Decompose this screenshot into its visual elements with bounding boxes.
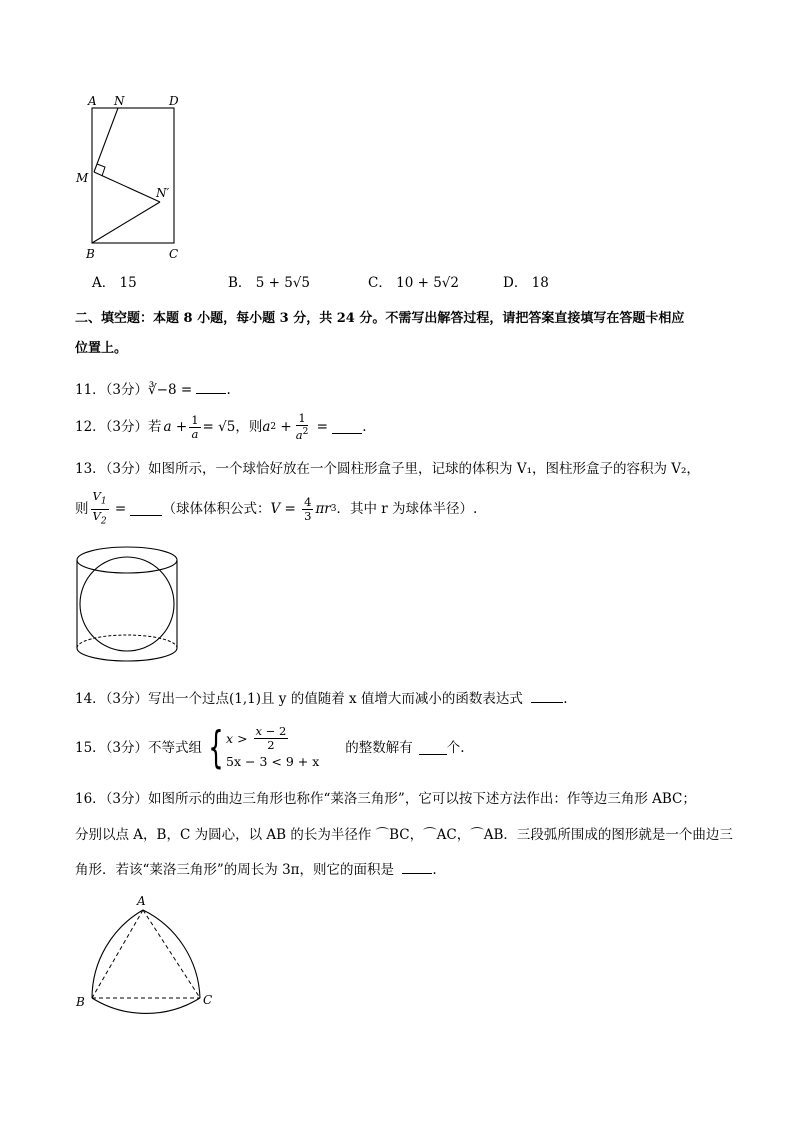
q15 xyxy=(75,720,465,776)
label-m: M xyxy=(76,171,89,185)
q15-answer-blank xyxy=(419,742,447,755)
q11-answer-blank xyxy=(196,381,226,394)
label-n: N xyxy=(114,94,125,108)
option-value: 10 + 5√2 xyxy=(396,275,459,291)
option-value: 15 xyxy=(119,275,137,291)
segment-bn-prime xyxy=(92,202,160,243)
q12-end: . xyxy=(362,419,367,435)
q12-text2: ，则 xyxy=(235,419,263,435)
rectangle-abcd xyxy=(92,108,174,243)
q16-answer-blank xyxy=(402,861,432,874)
section2-header-line1: 二、填空题：本题 8 小题，每小题 3 分，共 24 分。不需写出解答过程，请把答案直接填写在答题卡相应 xyxy=(75,311,685,326)
label-a: A xyxy=(88,94,97,108)
q16-line3 xyxy=(75,861,437,879)
q14-text: 14．（3分）写出一个过点(1,1)且 y 的值随着 x 值增大而减小的函数表达式 xyxy=(75,691,523,707)
q13-suffix: ．其中 r 为球体半径）. xyxy=(336,501,478,517)
q15-number: 15．（3分） xyxy=(75,740,149,756)
q12-fraction-1-over-a2: $\frac{1}{a^2}$ xyxy=(295,411,309,442)
section2-header-line2: 位置上。 xyxy=(75,341,128,356)
q15-fraction: $\frac{x - 2}{2}$ xyxy=(255,724,287,752)
q13-prefix: 则 xyxy=(75,501,89,517)
q13-fraction-4-3: $\frac{4}{3}$ xyxy=(304,494,312,523)
label-a: A xyxy=(137,894,146,908)
brace-symbol: { xyxy=(208,722,224,773)
q16-line3-text: 角形．若该“莱洛三角形”的周长为 3π，则它的面积是 xyxy=(75,862,395,878)
q10-option-b xyxy=(228,274,310,292)
option-letter: B． xyxy=(228,275,252,291)
q13-line1 xyxy=(75,460,700,478)
q13-fraction-v1-v2: $\frac{V_1}{V_2}$ xyxy=(92,489,107,526)
q12-condition-rhs: = √5 xyxy=(202,419,236,435)
q13-number: 13．（3分） xyxy=(75,461,149,477)
q10-option-a xyxy=(92,274,137,292)
segment-ab xyxy=(92,910,143,998)
q10-option-d xyxy=(503,274,549,292)
q12-answer-blank xyxy=(332,421,362,434)
label-c: C xyxy=(169,247,179,261)
sphere-circle xyxy=(80,557,174,651)
q10-option-c xyxy=(368,274,459,292)
q13-figure xyxy=(70,540,185,670)
q15-end: 个. xyxy=(446,740,465,756)
q15-text: 不等式组 xyxy=(148,740,203,756)
q15-inequality-2: 5x − 3 < 9 + x xyxy=(226,754,320,769)
q13-formula-label: （球体体积公式： xyxy=(162,501,271,517)
cylinder-bottom-front xyxy=(77,648,177,661)
segment-mn-prime xyxy=(94,172,160,202)
q16-line2: 分别以点 A，B，C 为圆心，以 AB 的长为半径作 ⌒BC，⌒AC，⌒AB．三段弧所围成的图形就是一个曲边三 xyxy=(75,827,733,843)
q11-expression: ∛−8 = xyxy=(148,382,193,398)
label-b: B xyxy=(86,247,95,261)
q13-line2: 则 $\frac{V_1}{V_2}$ = （球体体积公式： V = $\frac{4}{3}$ πr 3 ．其中 r 为球体半径）. xyxy=(75,489,478,526)
q12-number: 12．（3分） xyxy=(75,419,149,435)
label-d: D xyxy=(169,94,179,108)
q11-number: 11．（3分） xyxy=(75,382,149,398)
q14 xyxy=(75,690,568,708)
label-b: B xyxy=(76,995,85,1009)
q13-answer-blank xyxy=(130,503,162,516)
q14-end: . xyxy=(563,691,568,707)
q16-figure xyxy=(70,890,230,1025)
q11-end: . xyxy=(226,382,231,398)
q16-line1: 16．（3分）如图所示的曲边三角形也称作“莱洛三角形”，它可以按下述方法作出：作等边三角形 ABC； xyxy=(75,791,696,807)
q12-fraction-1-over-a: $\frac{1}{a}$ xyxy=(191,412,199,441)
q12: 12．（3分） 若 a + $\frac{1}{a}$ = √5 ，则 a 2 + $\frac{1}{a^2}$ = . xyxy=(75,411,367,442)
label-c: C xyxy=(203,993,213,1007)
option-letter: D． xyxy=(503,275,528,291)
q15-inequality-system: { x > $\frac{x - 2}{2}$ 5x − 3 < 9 + x xyxy=(208,722,320,773)
q12-text1: 若 xyxy=(148,419,162,435)
option-letter: A． xyxy=(92,275,116,291)
cylinder-top-ellipse xyxy=(77,547,177,573)
cylinder-bottom-back xyxy=(77,635,177,648)
label-n-prime: N′ xyxy=(156,186,170,200)
q16-end: . xyxy=(432,862,437,878)
q10-figure xyxy=(70,90,200,265)
segment-mn xyxy=(94,108,118,172)
segment-ac xyxy=(143,910,200,998)
arc-bc xyxy=(92,998,200,1013)
q14-answer-blank xyxy=(531,690,563,703)
option-value: 18 xyxy=(531,275,549,291)
option-value: 5 + 5√5 xyxy=(255,275,310,291)
q13-text: 如图所示，一个球恰好放在一个圆柱形盒子里，记球的体积为 V₁，图柱形盒子的容积为 V₂， xyxy=(148,461,700,477)
q11 xyxy=(75,381,231,399)
q15-text2: 的整数解有 xyxy=(345,740,413,756)
option-letter: C． xyxy=(368,275,392,291)
